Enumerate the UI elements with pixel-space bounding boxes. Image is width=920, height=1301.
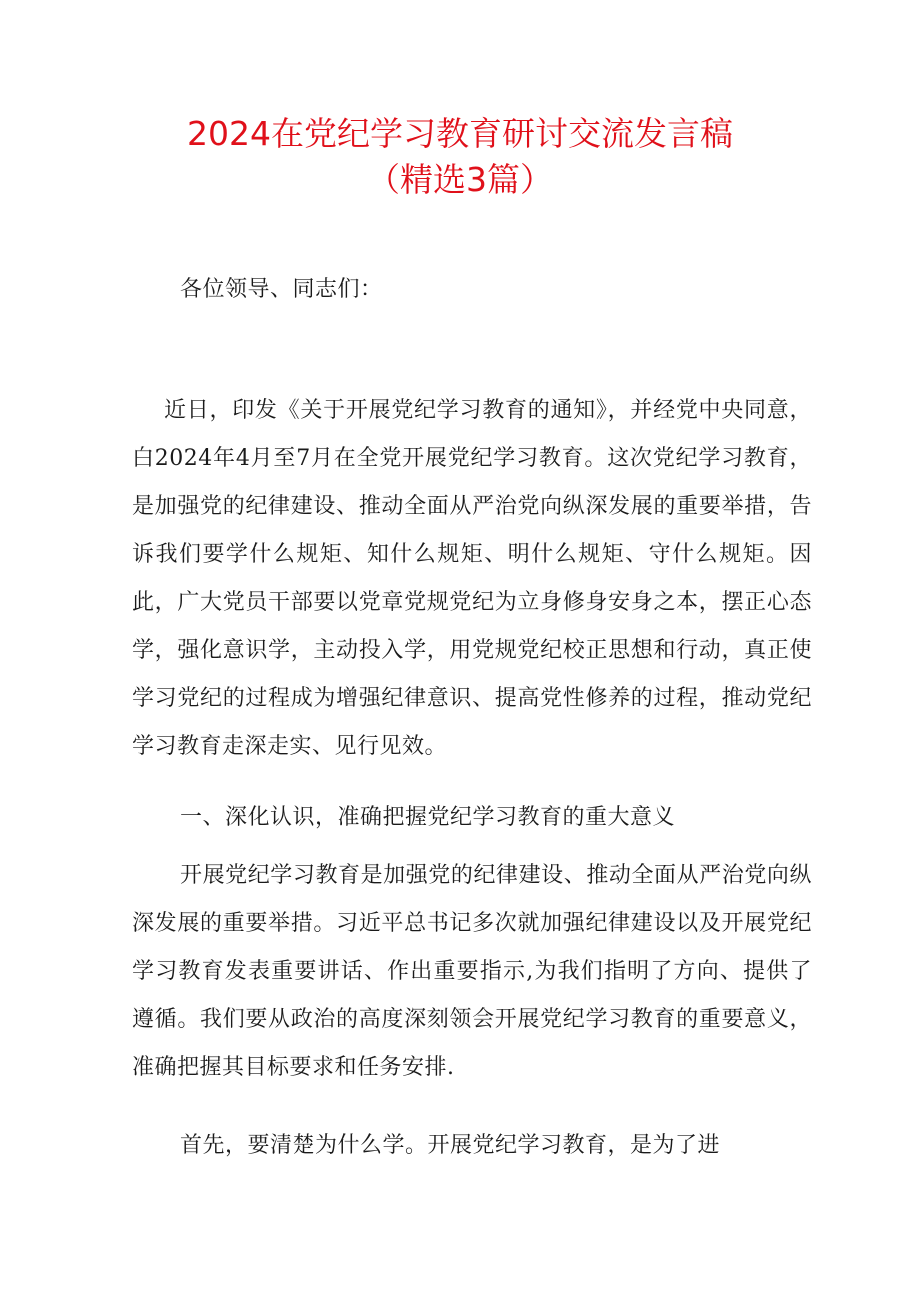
paragraph-first-point: 首先，要清楚为什么学。开展党纪学习教育，是为了进: [180, 1133, 721, 1158]
paragraph-intro: 近日，印发《关于开展党纪学习教育的通知》，并经党中央同意，白2024年4月至7月在全党开展党纪学习教育。这次党纪学习教育，是加强党的纪律建设、推动全面从严治党向纵深发展的重要举措，告诉我们要学什么规矩、知什么规矩、明什么规矩、守什么规矩。因此，广大党员干部要以党章党规党纪为立身修身安身之本，摆正心态学，强化意识学，主动投入学，用党规党纪校正思想和行动，真正使学习党纪的过程成为增强纪律意识、提高党性修养的过程，推动党纪学习教育走深走实、见行见效。: [132, 398, 812, 759]
paragraph-section-1: 开展党纪学习教育是加强党的纪律建设、推动全面从严治党向纵深发展的重要举措。习近平总书记多次就加强纪律建设以及开展党纪学习教育发表重要讲话、作出重要指示,为我们指明了方向、提供了遵循。我们要从政治的高度深刻领会开展党纪学习教育的重要意义，准确把握其目标要求和任务安排.: [132, 863, 812, 1080]
document-title: 2024在党纪学习教育研讨交流发言稿: [187, 114, 733, 153]
section-heading-1: 一、深化认识，准确把握党纪学习教育的重大意义: [180, 805, 676, 830]
document-subtitle: （精选3篇）: [367, 160, 553, 199]
greeting: 各位领导、同志们：: [180, 277, 383, 302]
